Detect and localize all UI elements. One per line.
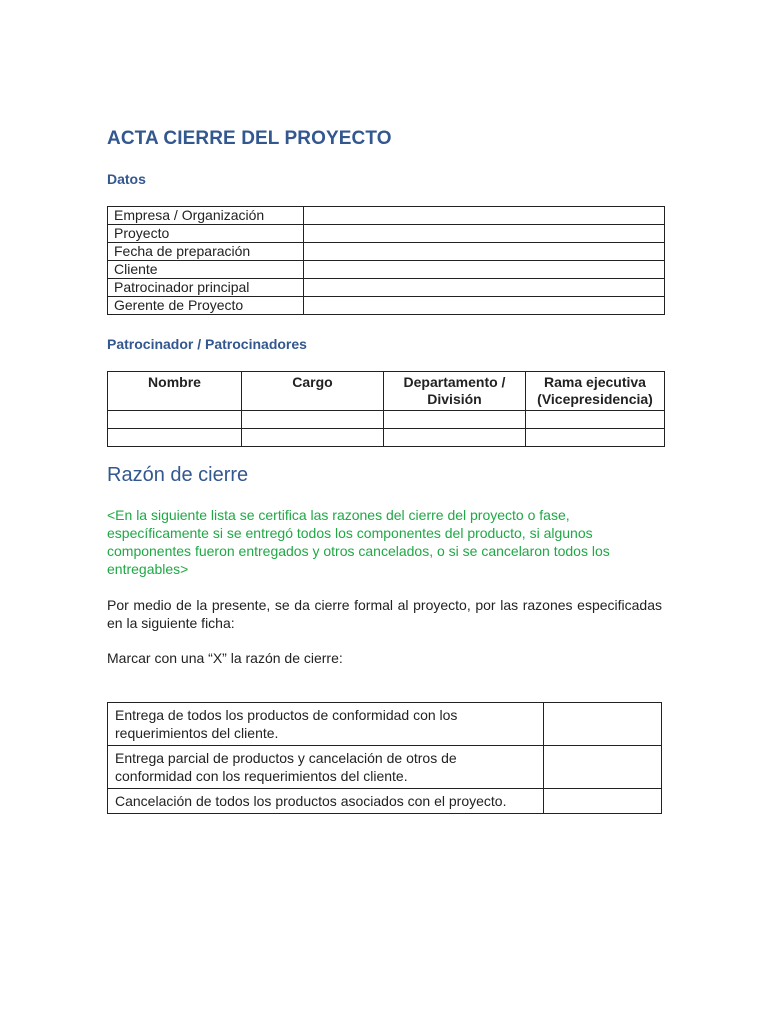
col-departamento: Departamento / División xyxy=(384,372,526,411)
razon-heading: Razón de cierre xyxy=(107,464,249,486)
table-row xyxy=(108,207,665,225)
datos-label: Proyecto xyxy=(108,225,304,243)
reason-mark-cell[interactable] xyxy=(544,703,662,746)
table-row xyxy=(108,243,665,261)
col-nombre: Nombre xyxy=(108,372,242,411)
table-row xyxy=(108,746,662,789)
datos-table xyxy=(107,206,665,315)
reason-text: Entrega de todos los productos de conformidad con los requerimientos del cliente. xyxy=(108,703,544,746)
datos-value[interactable] xyxy=(304,243,665,261)
table-cell[interactable] xyxy=(526,411,665,429)
col-rama-ejecutiva: Rama ejecutiva (Vicepresidencia) xyxy=(526,372,665,411)
table-cell[interactable] xyxy=(384,429,526,447)
document-title: ACTA CIERRE DEL PROYECTO xyxy=(107,128,392,149)
reason-mark-cell[interactable] xyxy=(544,746,662,789)
table-row xyxy=(108,789,662,814)
datos-value[interactable] xyxy=(304,279,665,297)
datos-label: Patrocinador principal xyxy=(108,279,304,297)
table-row xyxy=(108,297,665,315)
reason-text: Entrega parcial de productos y cancelación de otros de conformidad con los requerimientos del cliente. xyxy=(108,746,544,789)
sponsors-heading: Patrocinador / Patrocinadores xyxy=(107,336,307,352)
datos-label: Fecha de preparación xyxy=(108,243,304,261)
mark-instruction: Marcar con una “X” la razón de cierre: xyxy=(107,650,343,666)
table-cell[interactable] xyxy=(242,411,384,429)
datos-label: Empresa / Organización xyxy=(108,207,304,225)
table-cell[interactable] xyxy=(108,411,242,429)
datos-label: Gerente de Proyecto xyxy=(108,297,304,315)
datos-value[interactable] xyxy=(304,225,665,243)
table-row xyxy=(108,225,665,243)
table-row xyxy=(108,703,662,746)
datos-heading: Datos xyxy=(107,171,146,187)
sponsors-table xyxy=(107,371,665,447)
table-cell[interactable] xyxy=(384,411,526,429)
datos-value[interactable] xyxy=(304,207,665,225)
reason-mark-cell[interactable] xyxy=(544,789,662,814)
closure-reasons-table xyxy=(107,702,662,814)
closure-paragraph: Por medio de la presente, se da cierre formal al proyecto, por las razones especificadas en la siguiente ficha: xyxy=(107,597,662,631)
col-cargo: Cargo xyxy=(242,372,384,411)
table-row xyxy=(108,411,665,429)
table-row xyxy=(108,261,665,279)
table-cell[interactable] xyxy=(242,429,384,447)
instruction-note: <En la siguiente lista se certifica las razones del cierre del proyecto o fase, específicamente si se entregó todos los componentes del producto, si algunos componentes fueron entregados y otros cancelados, o si se cancelaron todos los entregables> xyxy=(107,507,610,577)
table-row xyxy=(108,279,665,297)
datos-label: Cliente xyxy=(108,261,304,279)
table-cell[interactable] xyxy=(526,429,665,447)
table-cell[interactable] xyxy=(108,429,242,447)
reason-text: Cancelación de todos los productos asociados con el proyecto. xyxy=(108,789,544,814)
table-row xyxy=(108,429,665,447)
datos-value[interactable] xyxy=(304,261,665,279)
table-header-row xyxy=(108,372,665,411)
datos-value[interactable] xyxy=(304,297,665,315)
